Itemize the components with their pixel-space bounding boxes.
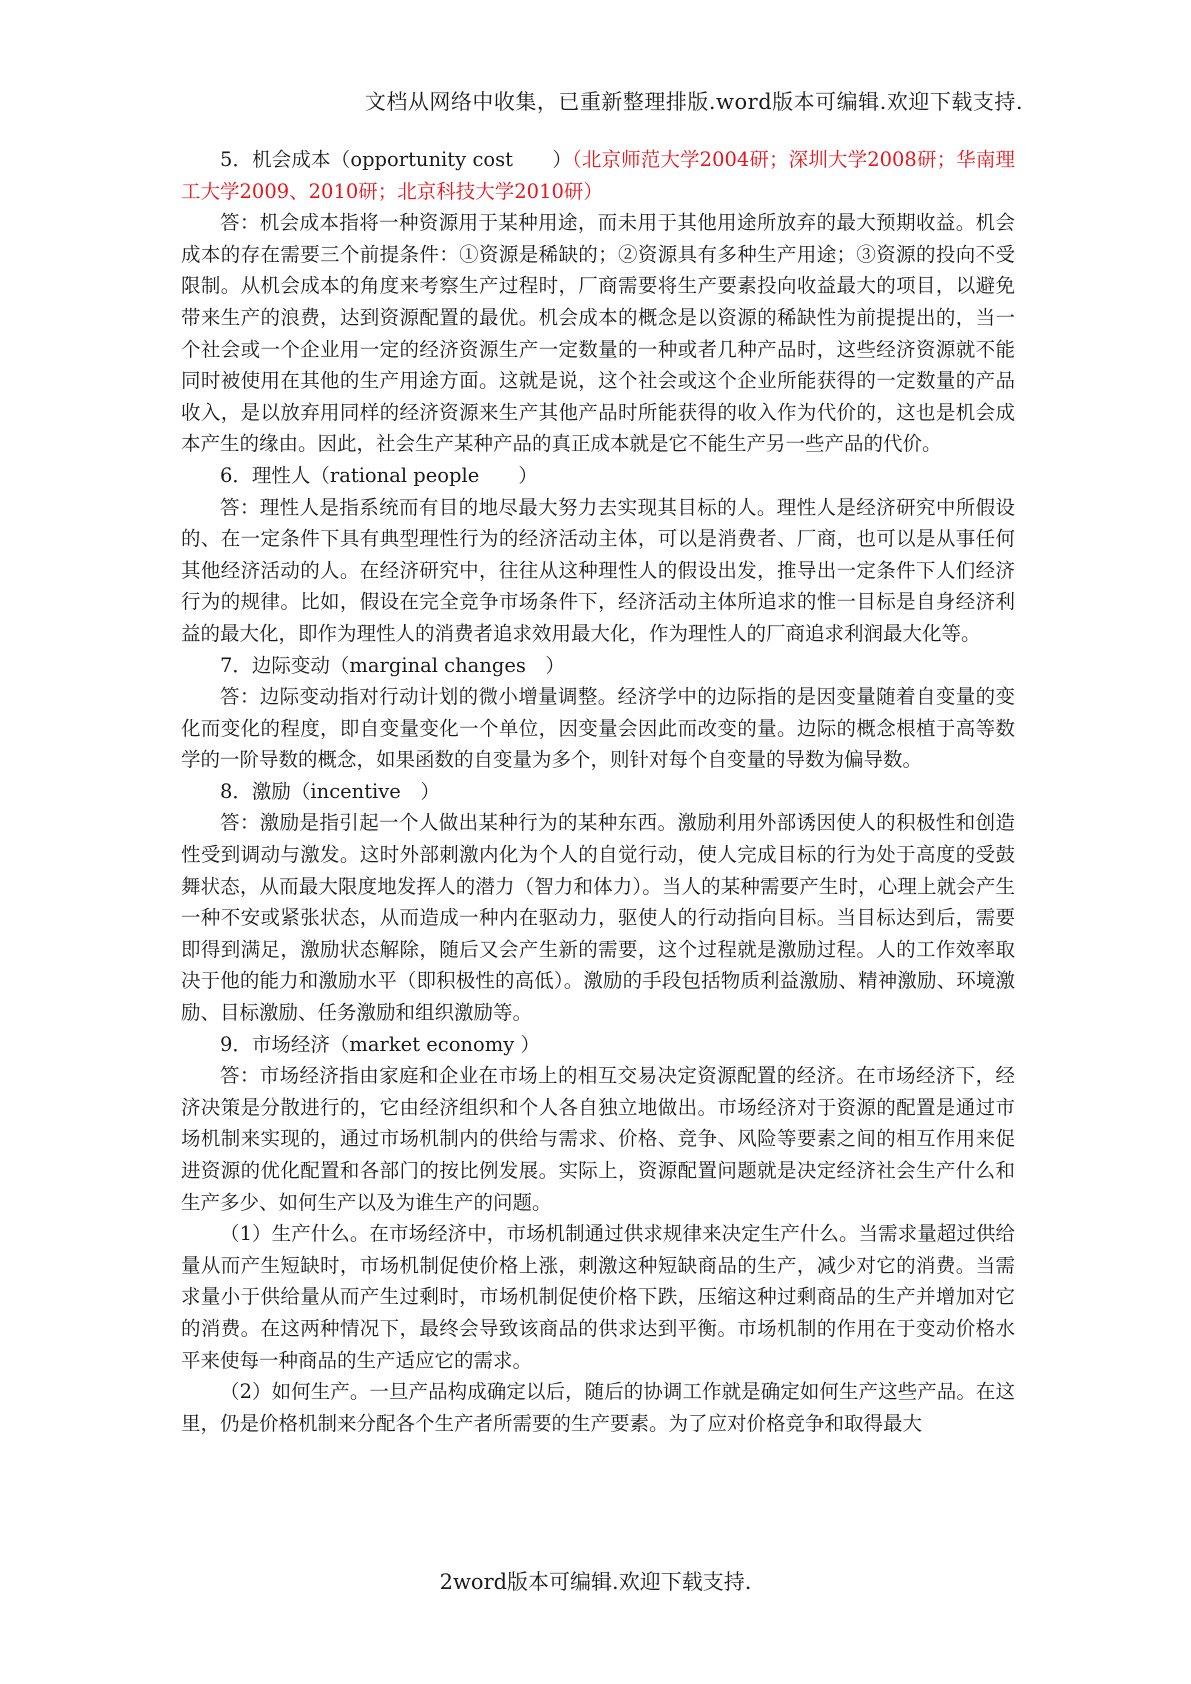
answer-paragraph: 答：机会成本指将一种资源用于某种用途，而未用于其他用途所放弃的最大预期收益。机会成本的存在需要三个前提条件：①资源是稀缺的；②资源具有多种生产用途；③资源的投向不受限制。从机会成本的角度来考察生产过程时，厂商需要将生产要素投向收益最大的项目，以避免带来生产的浪费，达到资源配置的最优。机会成本的概念是以资源的稀缺性为前提提出的，当一个社会或一个企业用一定的经济资源生产一定数量的一种或者几种产品时，这些经济资源就不能同时被使用在其他的生产用途方面。这就是说，这个社会或这个企业所能获得的一定数量的产品收入，是以放弃用同样的经济资源来生产其他产品时所能获得的收入作为代价的，这也是机会成本产生的缘由。因此，社会生产某种产品的真正成本就是它不能生产另一些产品的代价。 [181,211,1015,456]
page-footer: 2word版本可编辑.欢迎下载支持. [439,1570,752,1594]
term-title: 9．市场经济（market economy ） [220,1032,540,1056]
term-heading [181,144,1015,207]
answer-paragraph: 答：激励是指引起一个人做出某种行为的某种东西。激励利用外部诱因使人的积极性和创造性受到调动与激发。这时外部刺激内化为个人的自觉行动，使人完成目标的行为处于高度的受鼓舞状态，从而最大限度地发挥人的潜力（智力和体力）。当人的某种需要产生时，心理上就会产生一种不安或紧张状态，从而造成一种内在驱动力，驱使人的行动指向目标。当目标达到后，需要即得到满足，激励状态解除，随后又会产生新的需要，这个过程就是激励过程。人的工作效率取决于他的能力和激励水平（即积极性的高低）。激励的手段包括物质利益激励、精神激励、环境激励、目标激励、任务激励和组织激励等。 [181,811,1015,1025]
term-source: （北京师范大学2004研；深圳大学2008研；华南理工大学2009、2010研；北京科技大学2010研） [181,148,1015,203]
answer-paragraph: 答：理性人是指系统而有目的地尽最大努力去实现其目标的人。理性人是经济研究中所假设的、在一定条件下具有典型理性行为的经济活动主体，可以是消费者、厂商，也可以是从事任何其他经济活动的人。在经济研究中，往往从这种理性人的假设出发，推导出一定条件下人们经济行为的规律。比如，假设在完全竞争市场条件下，经济活动主体所追求的惟一目标是自身经济利益的最大化，即作为理性人的消费者追求效用最大化，作为理性人的厂商追求利润最大化等。 [181,495,1015,645]
term-title: 7．边际变动（marginal changes ） [220,653,565,677]
page-header: 文档从网络中收集，已重新整理排版.word版本可编辑.欢迎下载支持. [364,90,1023,114]
term-heading [181,650,1015,682]
term-title: 6．理性人（rational people ） [220,463,538,487]
term-heading [181,776,1015,808]
term-title: 5．机会成本（opportunity cost ） [220,148,572,171]
answer-paragraph: （2）如何生产。一旦产品构成确定以后，随后的协调工作就是确定如何生产这些产品。在这里，仍是价格机制来分配各个生产者所需要的生产要素。为了应对价格竞争和取得最大 [181,1380,1015,1435]
answer-paragraph: 答：市场经济指由家庭和企业在市场上的相互交易决定资源配置的经济。在市场经济下，经济决策是分散进行的，它由经济组织和个人各自独立地做出。市场经济对于资源的配置是通过市场机制来实现的，通过市场机制内的供给与需求、价格、竞争、风险等要素之间的相互作用来促进资源的优化配置和各部门的按比例发展。实际上，资源配置问题就是决定经济社会生产什么和生产多少、如何生产以及为谁生产的问题。 [181,1064,1015,1214]
term-title: 8．激励（incentive ） [220,779,440,803]
document-body [181,144,1015,1439]
answer-paragraph: （1）生产什么。在市场经济中，市场机制通过供求规律来决定生产什么。当需求量超过供给量从而产生短缺时，市场机制促使价格上涨，刺激这种短缺商品的生产，减少对它的消费。当需求量小于供给量从而产生过剩时，市场机制促使价格下跌，压缩这种过剩商品的生产并增加对它的消费。在这两种情况下，最终会导致该商品的供求达到平衡。市场机制的作用在于变动价格水平来使每一种商品的生产适应它的需求。 [181,1222,1015,1372]
answer-paragraph: 答：边际变动指对行动计划的微小增量调整。经济学中的边际指的是因变量随着自变量的变化而变化的程度，即自变量变化一个单位，因变量会因此而改变的量。边际的概念根植于高等数学的一阶导数的概念，如果函数的自变量为多个，则针对每个自变量的导数为偏导数。 [181,685,1015,772]
term-heading [181,460,1015,492]
term-heading [181,1029,1015,1061]
